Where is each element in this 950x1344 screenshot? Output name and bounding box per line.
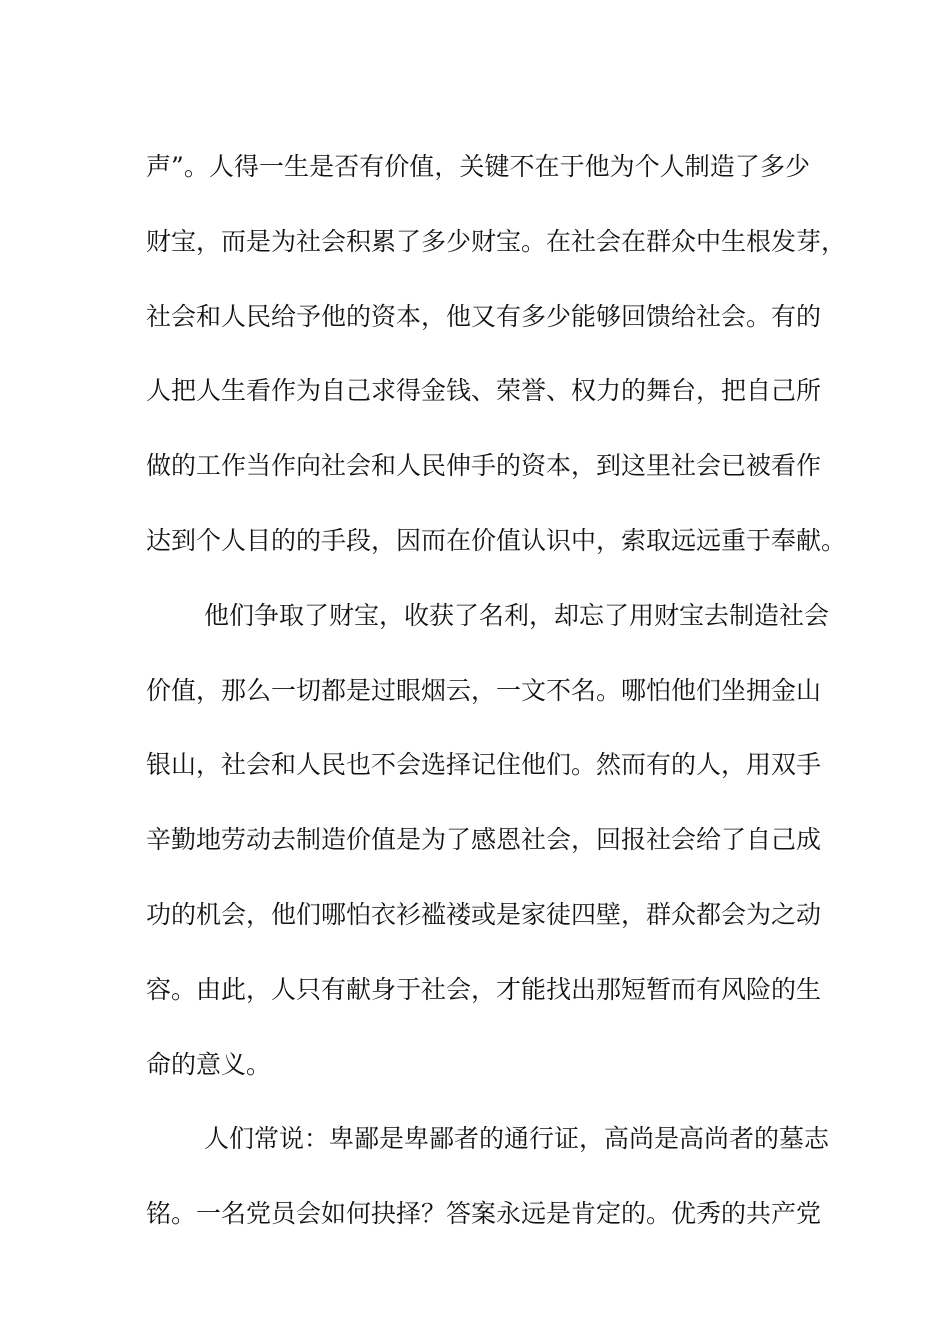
document-body-text xyxy=(146,130,847,1252)
text-line: 人把人生看作为自己求得金钱、荣誉、权力的舞台，把自己所 xyxy=(146,376,822,406)
text-line: 功的机会，他们哪怕衣衫褴褛或是家徒四壁，群众都会为之动 xyxy=(146,899,822,929)
text-line: 人们常说：卑鄙是卑鄙者的通行证，高尚是高尚者的墓志 xyxy=(204,1124,830,1154)
text-line: 社会和人民给予他的资本，他又有多少能够回馈给社会。有的 xyxy=(146,301,822,331)
text-line: 财宝，而是为社会积累了多少财宝。在社会在群众中生根发芽， xyxy=(146,226,847,256)
text-line: 银山，社会和人民也不会选择记住他们。然而有的人，用双手 xyxy=(146,750,822,780)
text-line: 价值，那么一切都是过眼烟云，一文不名。哪怕他们坐拥金山 xyxy=(146,675,822,705)
text-line: 命的意义。 xyxy=(146,1049,272,1079)
text-line: 铭。一名党员会如何抉择？答案永远是肯定的。优秀的共产党 xyxy=(146,1199,822,1229)
text-line: 辛勤地劳动去制造价值是为了感恩社会，回报社会给了自己成 xyxy=(146,825,822,855)
text-line: 容。由此，人只有献身于社会，才能找出那短暂而有风险的生 xyxy=(146,974,822,1004)
text-line: 达到个人目的的手段，因而在价值认识中，索取远远重于奉献。 xyxy=(146,525,847,555)
text-line: 他们争取了财宝，收获了名利，却忘了用财宝去制造社会 xyxy=(204,600,830,630)
text-line: 做的工作当作向社会和人民伸手的资本，到这里社会已被看作 xyxy=(146,451,822,481)
text-line: 声”。人得一生是否有价值，关键不在于他为个人制造了多少 xyxy=(146,152,810,181)
